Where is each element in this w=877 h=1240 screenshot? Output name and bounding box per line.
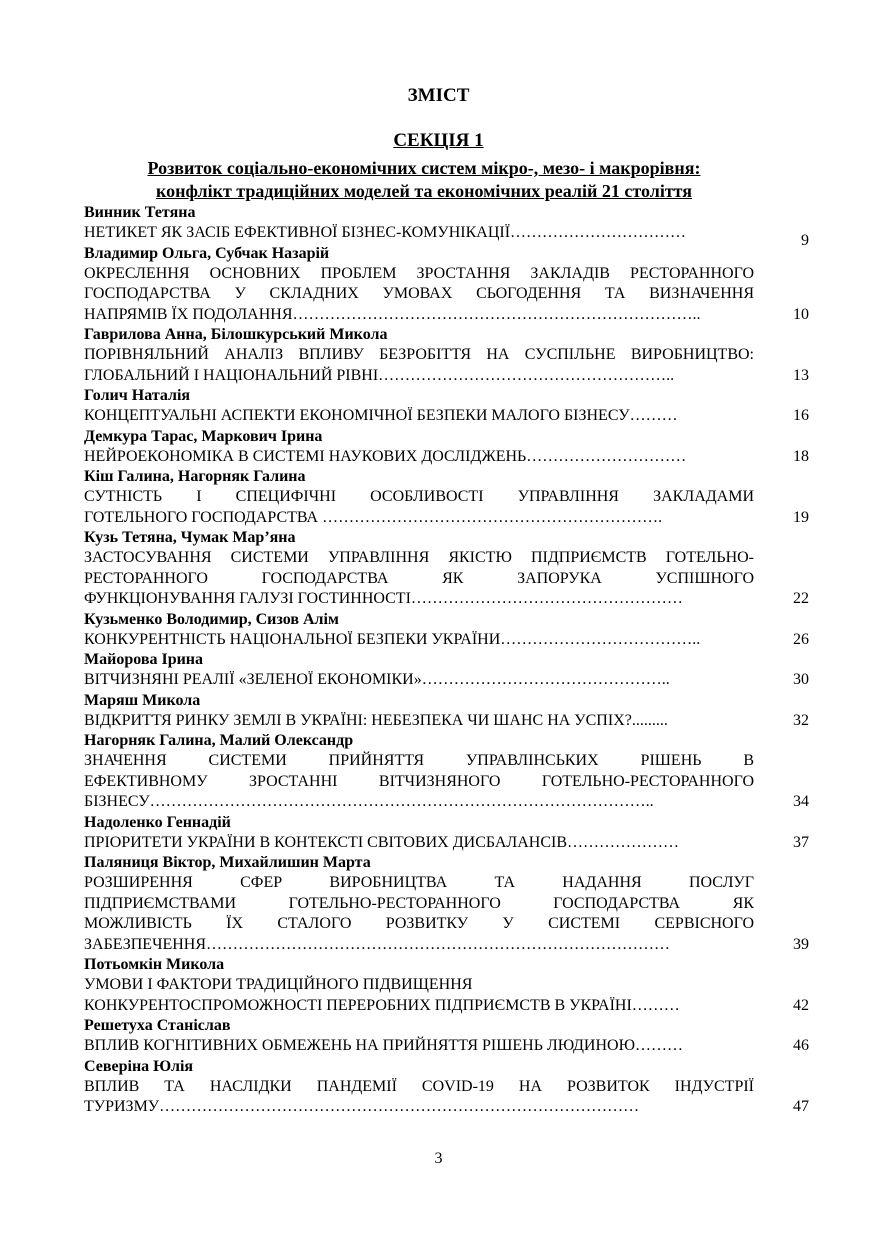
section-subtitle-line-2: конфлікт традиційних моделей та економічних реалій 21 століття [155,181,693,201]
toc-entry-title-line: НАПРЯМІВ ЇХ ПОДОЛАННЯ………………………………………………………………….. [84,305,701,323]
toc-entry-title-line: ВІТЧИЗНЯНІ РЕАЛІЇ «ЗЕЛЕНОЇ ЕКОНОМІКИ»……………………………………….. [84,671,670,688]
toc-entry-title-line: ВПЛИВ ТА НАСЛІДКИ ПАНДЕМІЇ COVID-19 НА РОЗВИТОК ІНДУСТРІЇ [84,1077,754,1095]
toc-entry-title-line: ПОРІВНЯЛЬНИЙ АНАЛІЗ ВПЛИВУ БЕЗРОБІТТЯ НА СУСПІЛЬНЕ ВИРОБНИЦТВО: [84,346,754,363]
toc-entry-author: Надоленко Геннадій [84,813,231,831]
toc-entry [84,203,809,249]
section-title: СЕКЦІЯ 1 [393,130,484,151]
toc-entry [84,386,809,427]
toc-entry-title-line: КОНКУРЕНТНІСТЬ НАЦІОНАЛЬНОЇ БЕЗПЕКИ УКРАЇНИ……………………………….. [84,630,701,648]
toc-entry [84,467,809,528]
toc-entry-title-line: НЕЙРОЕКОНОМІКА В СИСТЕМІ НАУКОВИХ ДОСЛІДЖЕНЬ………………………… [84,447,687,465]
toc-entry [84,1016,809,1057]
toc-entry-title-line: ГОТЕЛЬНОГО ГОСПОДАРСТВА ………………………………………………………. [84,508,663,526]
toc-entry-title [84,670,809,691]
toc-entry-title-line: НЕТИКЕТ ЯК ЗАСІБ ЕФЕКТИВНОЇ БІЗНЕС-КОМУНІКАЦІЇ…………………………… [84,224,687,241]
toc-entry-author: Кузь Тетяна, Чумак Мар’яна [84,529,296,546]
toc-entry [84,691,809,732]
toc-entry [84,610,809,651]
toc-entry-title-line: ФУНКЦІОНУВАННЯ ГАЛУЗІ ГОСТИННОСТІ…………………………………………… [84,590,683,607]
toc-entry [84,427,809,468]
toc-entry-title [84,548,809,610]
toc-entry [84,853,809,955]
toc-entry-page-number: 22 [793,590,809,607]
toc-entry-author: Кіш Галина, Нагорняк Галина [84,468,306,485]
toc-entry [84,813,809,854]
toc-entry-title [84,264,809,326]
toc-entry-page-number: 26 [793,630,809,648]
toc-entry-author: Демкура Тарас, Маркович Ірина [84,427,323,445]
toc-entry-author: Паляниця Віктор, Михайлишин Марта [84,854,371,871]
toc-entry-page-number: 30 [793,671,809,688]
toc-entry-title-line: ОКРЕСЛЕННЯ ОСНОВНИХ ПРОБЛЕМ ЗРОСТАННЯ ЗАКЛАДІВ РЕСТОРАННОГО [84,264,754,282]
toc-entry [84,731,809,813]
toc-entry-page-number: 13 [793,366,809,384]
toc-entry-page-number: 32 [793,711,809,729]
toc-entry-author: Винник Тетяна [84,204,196,221]
toc-entry-title [84,630,809,651]
toc-entry-title-line: КОНКУРЕНТОСПРОМОЖНОСТІ ПЕРЕРОБНИХ ПІДПРИЄМСТВ В УКРАЇНІ……… [84,996,680,1014]
toc-entry-page-number: 39 [793,935,809,953]
toc-entries [84,203,809,1118]
toc-entry-author: Маряш Микола [84,691,201,709]
toc-entry-title [84,345,809,386]
toc-entry-title-line: СУТНІСТЬ І СПЕЦИФІЧНІ ОСОБЛИВОСТІ УПРАВЛІННЯ ЗАКЛАДАМИ [84,488,754,505]
toc-entry-title-line: РОЗШИРЕННЯ СФЕР ВИРОБНИЦТВА ТА НАДАННЯ ПОСЛУГ [84,874,754,891]
toc-entry-title-line: БІЗНЕСУ………………………………………………………………………………….. [84,793,654,810]
toc-entry-author: Нагорняк Галина, Малий Олександр [84,732,354,749]
toc-entry-title [84,751,809,813]
toc-entry-page-number: 37 [793,833,809,851]
toc-entry-author: Северіна Юлія [84,1057,194,1075]
toc-entry-title-line: ЕФЕКТИВНОМУ ЗРОСТАННІ ВІТЧИЗНЯНОГО ГОТЕЛЬНО-РЕСТОРАННОГО [84,772,754,790]
toc-entry-title-line: ЗНАЧЕННЯ СИСТЕМИ ПРИЙНЯТТЯ УПРАВЛІНСЬКИХ РІШЕНЬ В [84,752,754,769]
toc-entry [84,325,809,386]
toc-entry-author: Голич Наталія [84,387,191,404]
toc-entry-page-number: 42 [793,996,809,1014]
toc-entry-title-line: ГЛОБАЛЬНИЙ І НАЦІОНАЛЬНИЙ РІВНІ……………………………………………….. [84,366,675,384]
toc-entry-title-line: ПРІОРИТЕТИ УКРАЇНИ В КОНТЕКСТІ СВІТОВИХ ДИСБАЛАНСІВ………………… [84,833,680,851]
toc-entry-title-line: ВІДКРИТТЯ РИНКУ ЗЕМЛІ В УКРАЇНІ: НЕБЕЗПЕКА ЧИ ШАНС НА УСПІХ?......... [84,711,668,729]
toc-entry-title [84,406,809,427]
toc-entry-author: Кузьменко Володимир, Сизов Алім [84,610,339,628]
toc-entry [84,244,809,326]
toc-entry-title [84,223,809,249]
toc-entry-page-number: 34 [793,793,809,810]
toc-entry-page-number: 19 [793,508,809,526]
toc-title: ЗМІСТ [407,85,470,106]
toc-entry-author: Владимир Ольга, Субчак Назарій [84,244,330,262]
toc-entry-title [84,487,809,528]
toc-entry-title-line: ВПЛИВ КОГНІТИВНИХ ОБМЕЖЕНЬ НА ПРИЙНЯТТЯ РІШЕНЬ ЛЮДИНОЮ……… [84,1037,684,1054]
toc-entry-title [84,1077,809,1118]
toc-entry-page-number: 9 [801,232,809,249]
toc-entry [84,528,809,610]
toc-entry [84,955,809,1016]
toc-entry-title-line: ПІДПРИЄМСТВАМИ ГОТЕЛЬНО-РЕСТОРАННОГО ГОСПОДАРСТВА ЯК [84,894,754,912]
toc-entry-title-line: РЕСТОРАННОГО ГОСПОДАРСТВА ЯК ЗАПОРУКА УСПІШНОГО [84,569,754,587]
toc-entry-page-number: 16 [793,407,809,424]
toc-entry-page-number: 46 [793,1037,809,1054]
toc-entry-page-number: 18 [793,447,809,465]
toc-entry-title [84,975,809,1016]
toc-entry-author: Майорова Ірина [84,651,204,668]
toc-entry-author: Гаврилова Анна, Білошкурський Микола [84,326,388,343]
toc-entry-page-number: 47 [793,1098,809,1115]
toc-entry [84,1057,809,1118]
toc-entry [84,650,809,691]
toc-entry-title [84,833,809,854]
toc-entry-page-number: 10 [793,305,809,323]
toc-entry-title-line: ТУРИЗМУ……………………………………………………………………………… [84,1098,640,1115]
toc-entry-author: Решетуха Станіслав [84,1017,231,1034]
toc-entry-title-line: КОНЦЕПТУАЛЬНІ АСПЕКТИ ЕКОНОМІЧНОЇ БЕЗПЕКИ МАЛОГО БІЗНЕСУ……… [84,407,678,424]
toc-entry-title-line: ЗАБЕЗПЕЧЕННЯ…………………………………………………………………………… [84,935,671,953]
page-number: 3 [434,1150,443,1167]
toc-entry-title [84,873,809,955]
toc-entry-title [84,447,809,468]
toc-entry-title-line: ГОСПОДАРСТВА У СКЛАДНИХ УМОВАХ СЬОГОДЕННЯ ТА ВИЗНАЧЕННЯ [84,285,754,302]
toc-entry-title [84,1036,809,1057]
toc-entry-title [84,711,809,732]
section-subtitle-line-1: Розвиток соціально-економічних систем мікро-, мезо- і макрорівня: [147,158,701,178]
toc-entry-title-line: МОЖЛИВІСТЬ ЇХ СТАЛОГО РОЗВИТКУ У СИСТЕМІ СЕРВІСНОГО [84,915,754,932]
toc-entry-title-line: УМОВИ І ФАКТОРИ ТРАДИЦІЙНОГО ПІДВИЩЕННЯ [84,976,473,993]
toc-entry-title-line: ЗАСТОСУВАННЯ СИСТЕМИ УПРАВЛІННЯ ЯКІСТЮ ПІДПРИЄМСТВ ГОТЕЛЬНО- [84,549,754,566]
toc-entry-author: Потьомкін Микола [84,956,225,973]
